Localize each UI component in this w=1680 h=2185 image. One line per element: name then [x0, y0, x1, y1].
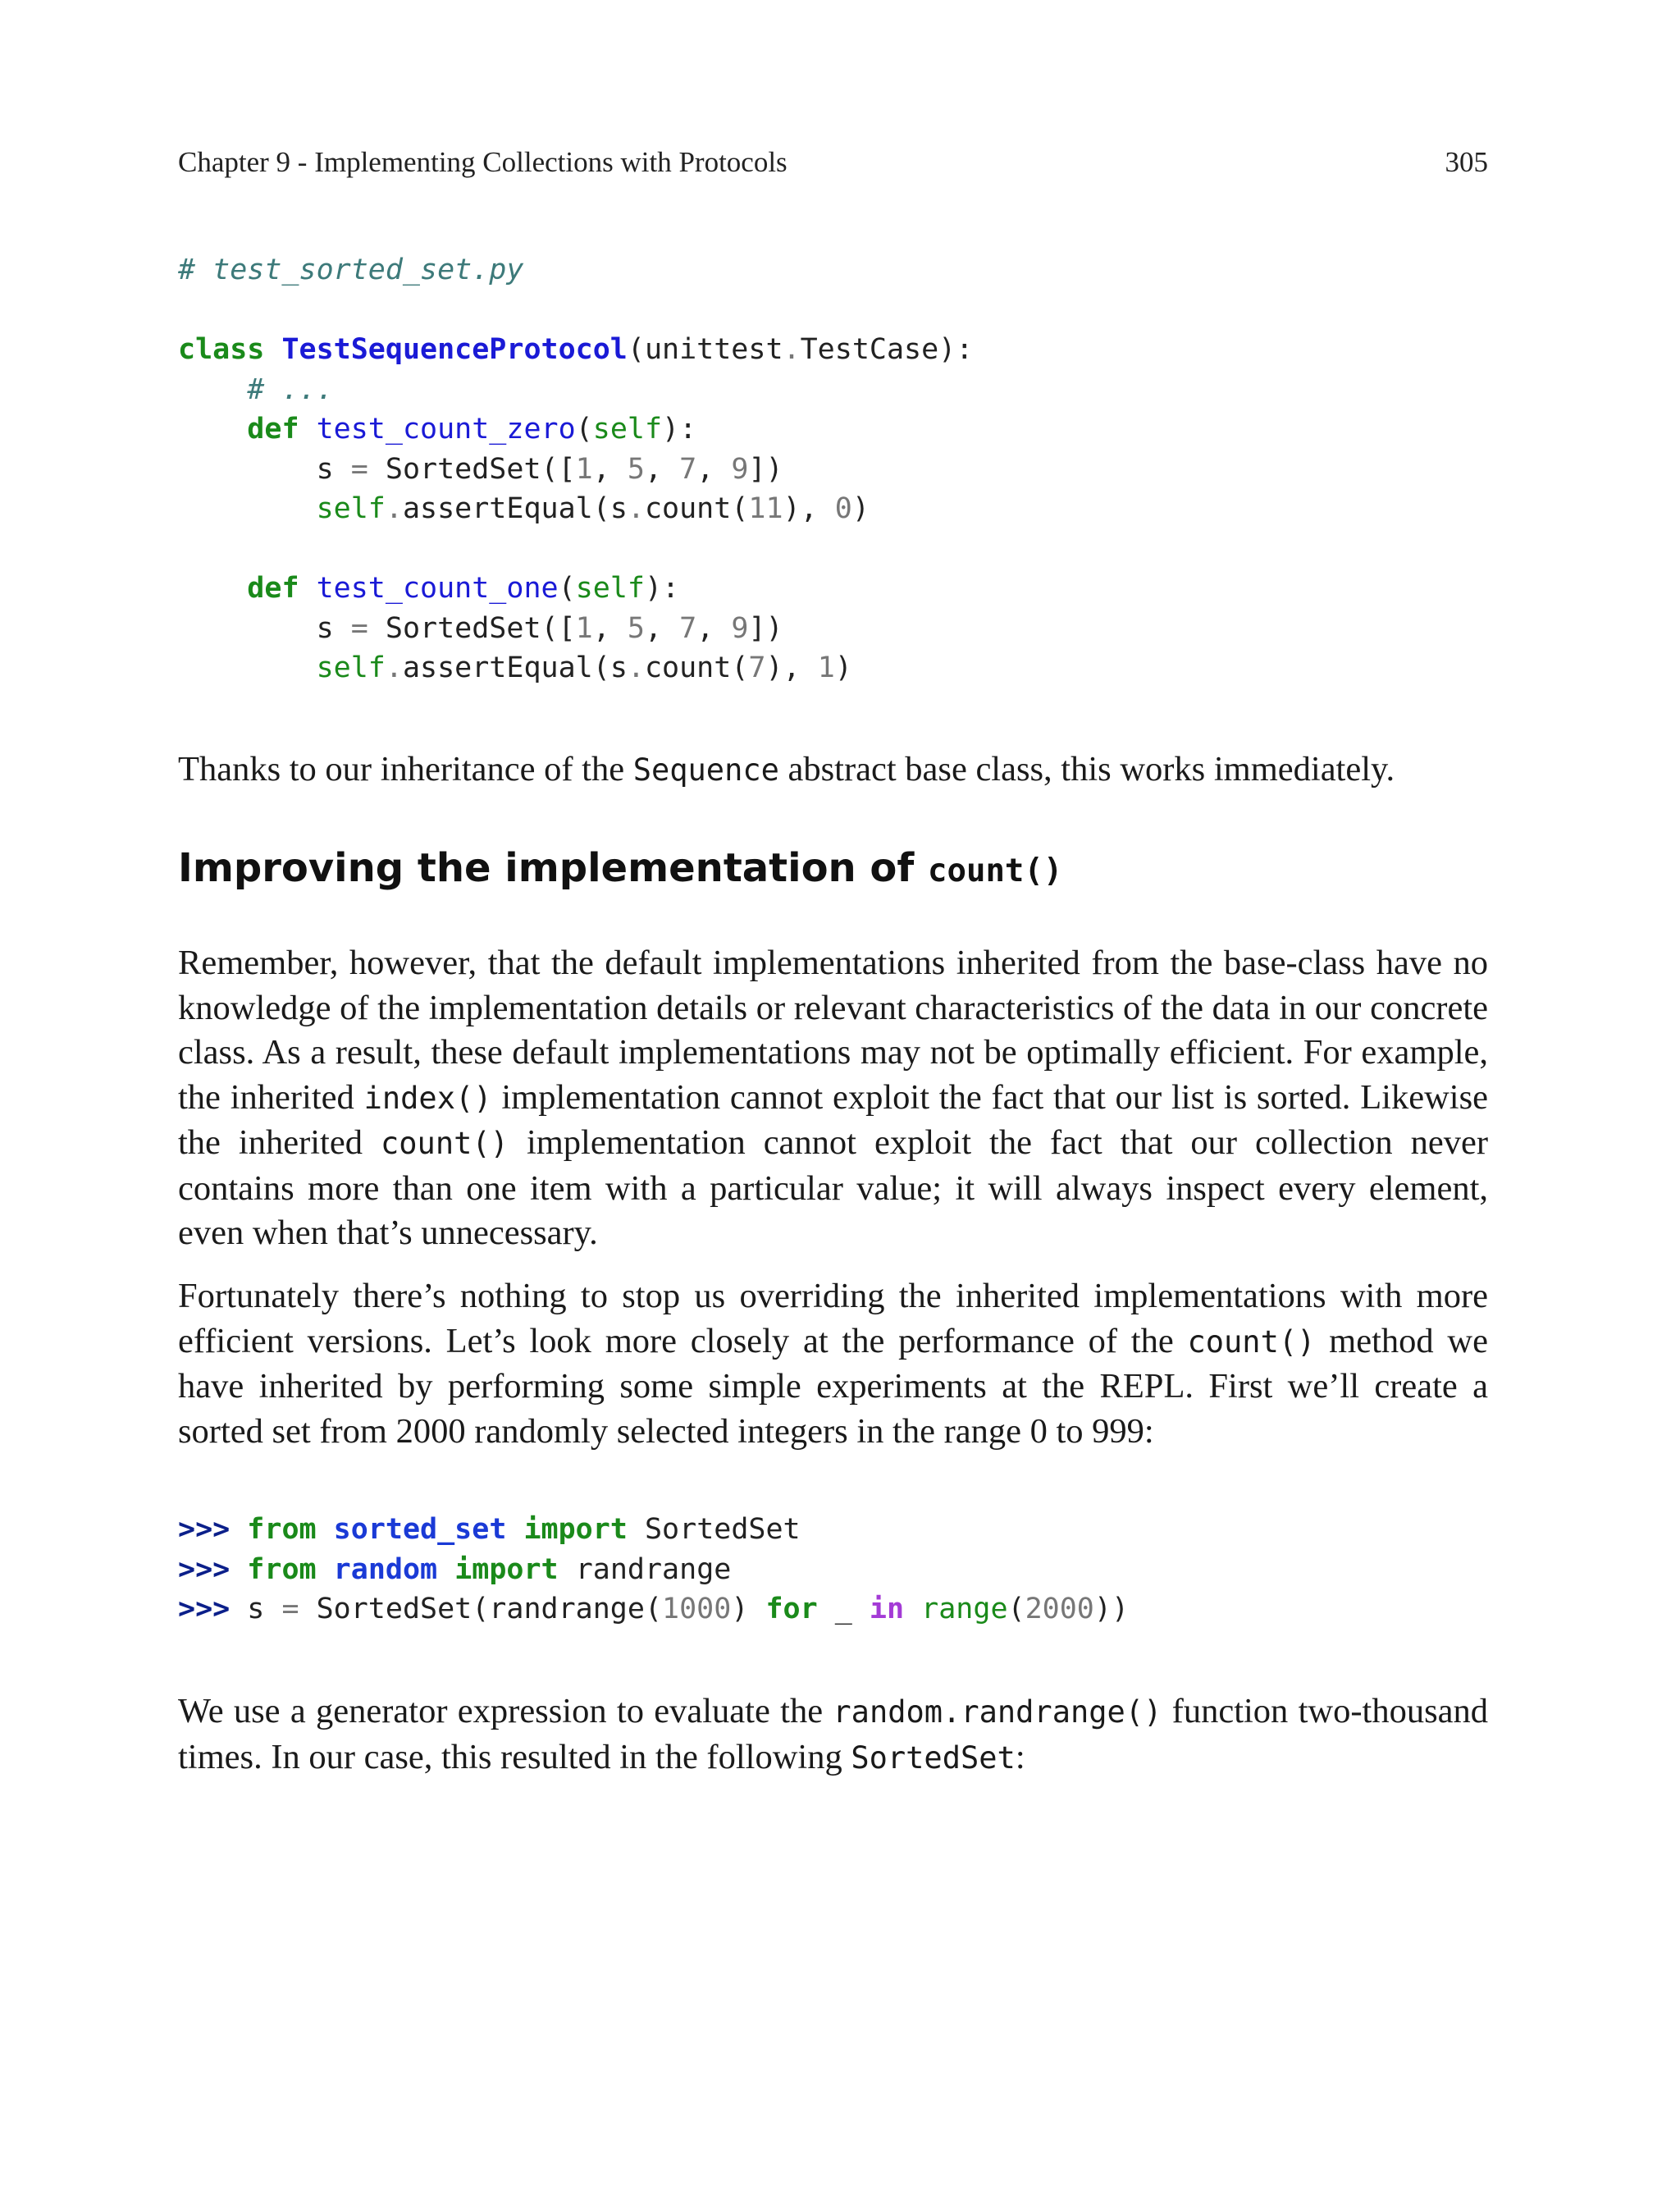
inline-code: Sequence: [632, 752, 779, 788]
paragraph-overriding: Fortunately there’s nothing to stop us overriding the inherited implementations with more efficient versions. Let’s look more closely at the performance of the count() method we have inherited by performing some simple experiments at the REPL. First we’ll create a sorted set from 2000 randomly selected integers in the range 0 to 999:: [178, 1277, 1488, 1451]
code-line: class TestSequenceProtocol(unittest.TestCase):: [178, 333, 974, 366]
code-block-test-sorted-set: [178, 250, 973, 688]
inline-code: count(): [928, 853, 1063, 889]
paragraph-inheritance: Thanks to our inheritance of the Sequence abstract base class, this works immediately.: [178, 750, 1395, 789]
code-line: >>> s = SortedSet(randrange(1000) for _ in range(2000)): [178, 1593, 1130, 1625]
code-block-repl: [178, 1510, 1129, 1630]
code-line: # ...: [247, 373, 334, 406]
inline-code: random.randrange(): [833, 1694, 1162, 1730]
code-line: def test_count_one(self):: [247, 572, 680, 605]
running-head: [178, 146, 1488, 184]
inline-code: count(): [381, 1126, 509, 1161]
inline-code: SortedSet: [851, 1739, 1016, 1776]
code-line: s = SortedSet([1, 5, 7, 9]): [178, 611, 783, 645]
code-line: >>> from sorted_set import SortedSet: [178, 1513, 801, 1546]
paragraph-default-implementations: Remember, however, that the default implementations inherited from the base-class have no knowledge of the implementation details or relevant characteristics of the data in our concrete class. As a result, these default implementations may not be optimally efficient. For example, the inherited index() implementation cannot exploit the fact that our list is sorted. Likewise the inherited count() implementation cannot exploit the fact that our collection never contains more than one item with a particular value; it will always inspect every element, even when that’s unnecessary.: [178, 944, 1488, 1252]
code-line: def test_count_zero(self):: [247, 413, 697, 446]
chapter-title: Chapter 9 - Implementing Collections with Protocols: [178, 146, 788, 178]
inline-code: count(): [1187, 1323, 1316, 1360]
code-line: self.assertEqual(s.count(7), 1): [316, 651, 852, 684]
code-filename-comment: # test_sorted_set.py: [178, 254, 524, 286]
code-line: >>> from random import randrange: [178, 1552, 732, 1586]
paragraph-generator-expression: We use a generator expression to evaluate the random.randrange() function two-thousand times. In our case, this resulted in the following SortedSet:: [178, 1692, 1488, 1776]
code-line: s = SortedSet([1, 5, 7, 9]): [178, 452, 783, 486]
page-number: 305: [1445, 146, 1488, 178]
section-heading: Improving the implementation of count(): [178, 845, 1063, 891]
inline-code: index(): [363, 1080, 492, 1116]
code-line: self.assertEqual(s.count(11), 0): [316, 492, 870, 525]
